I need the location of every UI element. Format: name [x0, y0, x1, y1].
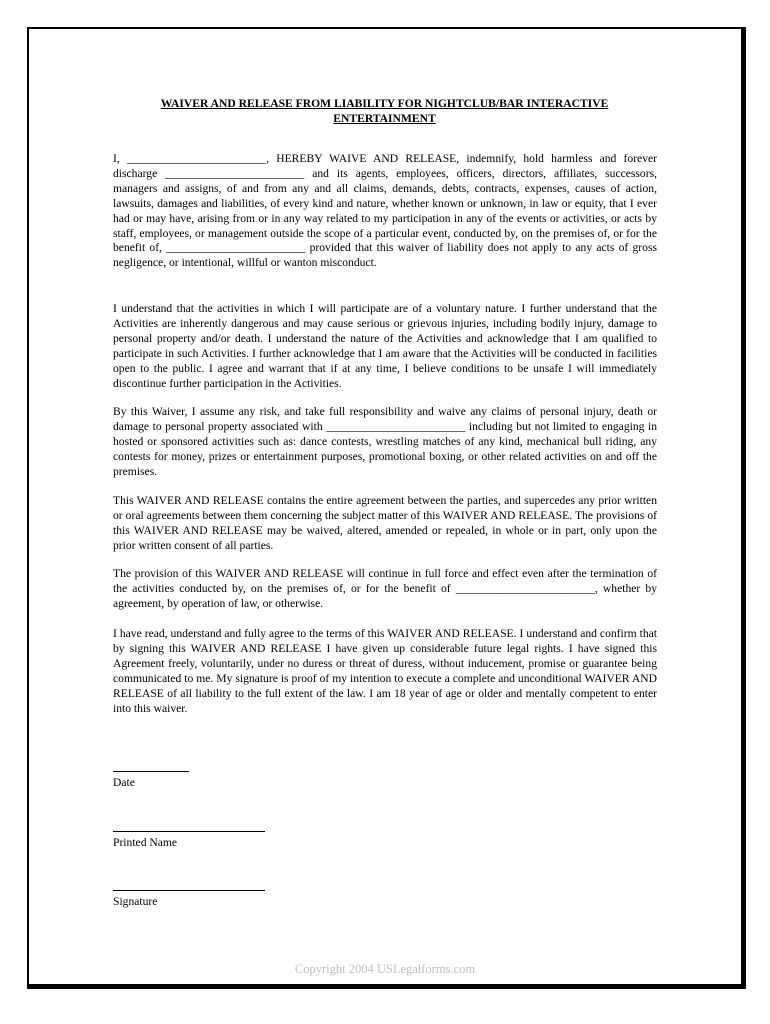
paragraph-acknowledgement: I have read, understand and fully agree to the terms of this WAIVER AND RELEASE. I understand and confirm that by signing this WAIVER AND RELEASE I have given up considerable future legal rights. I have signed this Agreement freely, voluntarily, under no duress or threat of duress, without inducement, promise or guarantee being communicated to me. My signature is proof of my intention to execute a complete and unconditional WAIVER AND RELEASE of all liability to the full extent of the law. I am 18 year of age or older and mentally competent to enter into this waiver. — [113, 627, 657, 715]
signature-line — [113, 890, 265, 891]
paragraph-assumption-of-risk: By this Waiver, I assume any risk, and take full responsibility and waive any claims of personal injury, death or damage to personal property associated with ________________________ including but not limited to engaging in hosted or sponsored activities such as: dance contests, wrestling matches of any kind, mechanical bull riding, any contests for money, prizes or entertainment purposes, promotional boxing, or other related activities on and off the premises. — [113, 405, 657, 478]
paragraph-understanding: I understand that the activities in which I will participate are of a voluntary nature. I further understand that the Activities are inherently dangerous and may cause serious or grievous injuries, including bodily injury, damage to personal property and/or death. I understand the nature of the Activities and acknowledge that I am qualified to participate in such Activities. I further acknowledge that I am aware that the Activities will be conducted in facilities open to the public. I agree and warrant that if at any time, I believe conditions to be unsafe I will immediately discontinue further participation in the Activities. — [113, 302, 657, 390]
printed-name-field[interactable] — [113, 831, 265, 850]
signature-field[interactable] — [113, 890, 265, 909]
printed-name-label: Printed Name — [113, 836, 178, 849]
document-title: WAIVER AND RELEASE FROM LIABILITY FOR NIGHTCLUB/BAR INTERACTIVE ENTERTAINMENT — [160, 97, 609, 125]
paragraph-release: I, ________________________, HEREBY WAIVE AND RELEASE, indemnify, hold harmless and forever discharge ________________________ and its agents, employees, officers, directors, affiliates, successors, managers and assigns, of and from any and all claims, demands, debts, contracts, expenses, causes of action, lawsuits, damages and liabilities, of every kind and nature, whether known or unknown, in law or equity, that I ever had or may have, arising from or in any way related to my participation in any of the events or activities, or acts by staff, employees, or management outside the scope of a particular event, conducted by, on the premises of, or for the benefit of, ________________________ provided that this waiver of liability does not apply to any acts of gross negligence, or intentional, willful or wanton misconduct. — [113, 152, 657, 270]
paragraph-survival: The provision of this WAIVER AND RELEASE will continue in full force and effect even after the termination of the activities conducted by, on the premises of, or for the benefit of ________________________, whether by agreement, by operation of law, or otherwise. — [113, 567, 657, 610]
printed-name-line — [113, 831, 265, 832]
date-line — [113, 771, 189, 772]
paragraph-entire-agreement: This WAIVER AND RELEASE contains the entire agreement between the parties, and supercedes any prior written or oral agreements between them concerning the subject matter of this WAIVER AND RELEASE. The provisions of this WAIVER AND RELEASE may be waived, altered, amended or repealed, in whole or in part, only upon the prior written consent of all parties. — [113, 494, 657, 552]
copyright-watermark: Copyright 2004 USLegalforms.com — [294, 962, 476, 976]
date-label: Date — [113, 776, 135, 789]
signature-label: Signature — [113, 895, 158, 908]
date-field[interactable] — [113, 771, 189, 790]
